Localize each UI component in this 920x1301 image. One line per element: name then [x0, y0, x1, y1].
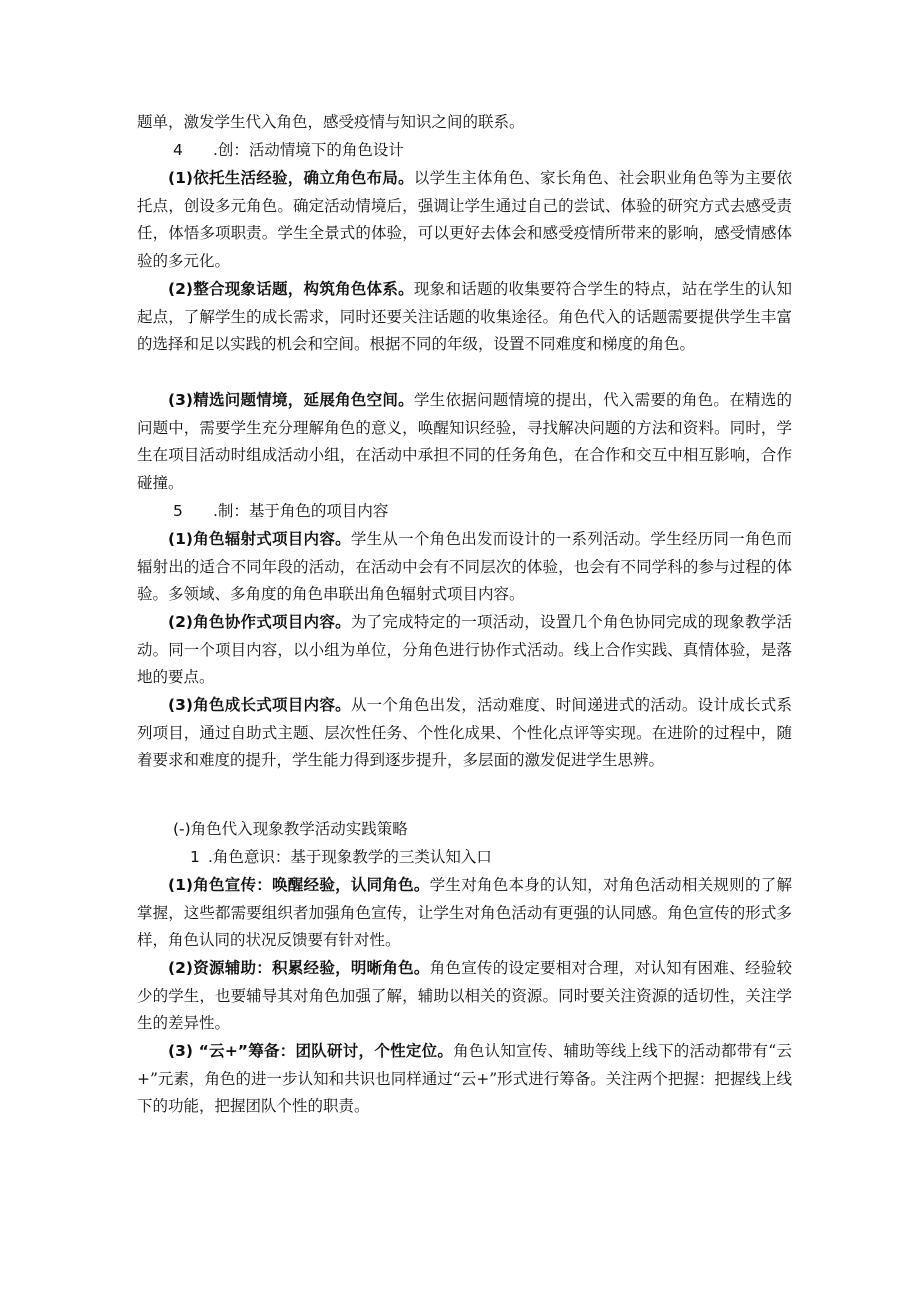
- paragraph-1-2: [137, 955, 792, 1038]
- paragraph-4-3: [137, 387, 792, 497]
- paragraph-lead: (2)资源辅助：积累经验，明晰角色。: [168, 959, 430, 977]
- paragraph-text: 角色宣传的设定要相对合理，对认知有困难、经验较少的学生，也要辅导其对角色加强了解，辅助以相关的资源。同时要关注资源的适切性，关注学生的差异性。: [137, 959, 792, 1033]
- heading-5: [173, 498, 828, 526]
- heading-number: 5: [173, 502, 183, 520]
- paragraph-1-1: [137, 872, 792, 955]
- paragraph-text: 以学生主体角色、家长角色、社会职业角色等为主要依托点，创设多元角色。确定活动情境后，强调让学生通过自己的尝试、体验的研究方式去感受责任，体悟多项职责。学生全景式的体验，可以更好去体会和感受疫情所带来的影响，感受情感体验的多元化。: [137, 169, 792, 270]
- paragraph-lead: (3) “云+”筹备：团队研讨，个性定位。: [168, 1042, 454, 1060]
- heading-number: 1: [190, 848, 200, 866]
- heading-number: 4: [173, 141, 183, 159]
- paragraph-lead: (1)依托生活经验，确立角色布局。: [168, 169, 414, 187]
- heading-4: [173, 137, 828, 165]
- heading-text: .角色意识：基于现象教学的三类认知入口: [208, 848, 492, 866]
- paragraph-text: 为了完成特定的一项活动，设置几个角色协同完成的现象教学活动。同一个项目内容，以小组为单位，分角色进行协作式活动。线上合作实践、真情体验，是落地的要点。: [137, 613, 792, 687]
- paragraph-text: 现象和话题的收集要符合学生的特点，站在学生的认知起点，了解学生的成长需求，同时还要关注话题的收集途径。角色代入的话题需要提供学生丰富的选择和足以实践的机会和空间。根据不同的年级，设置不同难度和梯度的角色。: [137, 280, 792, 354]
- paragraph-5-2: [137, 609, 792, 692]
- paragraph-text: 角色认知宣传、辅助等线上线下的活动都带有“云+”元素，角色的进一步认知和共识也同样通过“云+”形式进行筹备。关注两个把握：把握线上线下的功能，把握团队个性的职责。: [137, 1042, 792, 1116]
- paragraph-lead: (1)角色宣传：唤醒经验，认同角色。: [168, 876, 430, 894]
- paragraph-text: 从一个角色出发，活动难度、时间递进式的活动。设计成长式系列项目，通过自助式主题、层次性任务、个性化成果、个性化点评等实现。在进阶的过程中，随着要求和难度的提升，学生能力得到逐步提升，多层面的激发促进学生思辨。: [137, 696, 792, 770]
- paragraph-lead: (3)精选问题情境，延展角色空间。: [168, 391, 414, 409]
- paragraph-lead: (2)整合现象话题，构筑角色体系。: [168, 280, 414, 298]
- paragraph-lead: (3)角色成长式项目内容。: [168, 696, 351, 714]
- heading-1: [190, 844, 845, 872]
- paragraph-text: 学生依据问题情境的提出，代入需要的角色。在精选的问题中，需要学生充分理解角色的意义，唤醒知识经验，寻找解决问题的方法和资料。同时，学生在项目活动时组成活动小组，在活动中承担不同的任务角色，在合作和交互中相互影响，合作碰撞。: [137, 391, 792, 492]
- paragraph-1-3: [137, 1038, 792, 1121]
- paragraph-5-1: [137, 526, 792, 609]
- paragraph-intro: [137, 109, 792, 137]
- paragraph-4-1: [137, 165, 792, 275]
- heading-text: .创：活动情境下的角色设计: [213, 141, 404, 159]
- section-heading: [173, 816, 828, 844]
- paragraph-lead: (1)角色辐射式项目内容。: [168, 530, 351, 548]
- paragraph-5-3: [137, 692, 792, 775]
- paragraph-lead: (2)角色协作式项目内容。: [168, 613, 351, 631]
- heading-text: .制：基于角色的项目内容: [213, 502, 389, 520]
- section-heading-text: (-)角色代入现象教学活动实践策略: [173, 820, 408, 838]
- paragraph-text: 题单，激发学生代入角色，感受疫情与知识之间的联系。: [137, 113, 525, 131]
- paragraph-text: 学生对角色本身的认知，对角色活动相关规则的了解掌握，这些都需要组织者加强角色宣传，让学生对角色活动有更强的认同感。角色宣传的形式多样，角色认同的状况反馈要有针对性。: [137, 876, 792, 950]
- paragraph-text: 学生从一个角色出发而设计的一系列活动。学生经历同一角色而辐射出的适合不同年段的活动，在活动中会有不同层次的体验，也会有不同学科的参与过程的体验。多领域、多角度的角色串联出角色辐射式项目内容。: [137, 530, 792, 604]
- paragraph-4-2: [137, 276, 792, 359]
